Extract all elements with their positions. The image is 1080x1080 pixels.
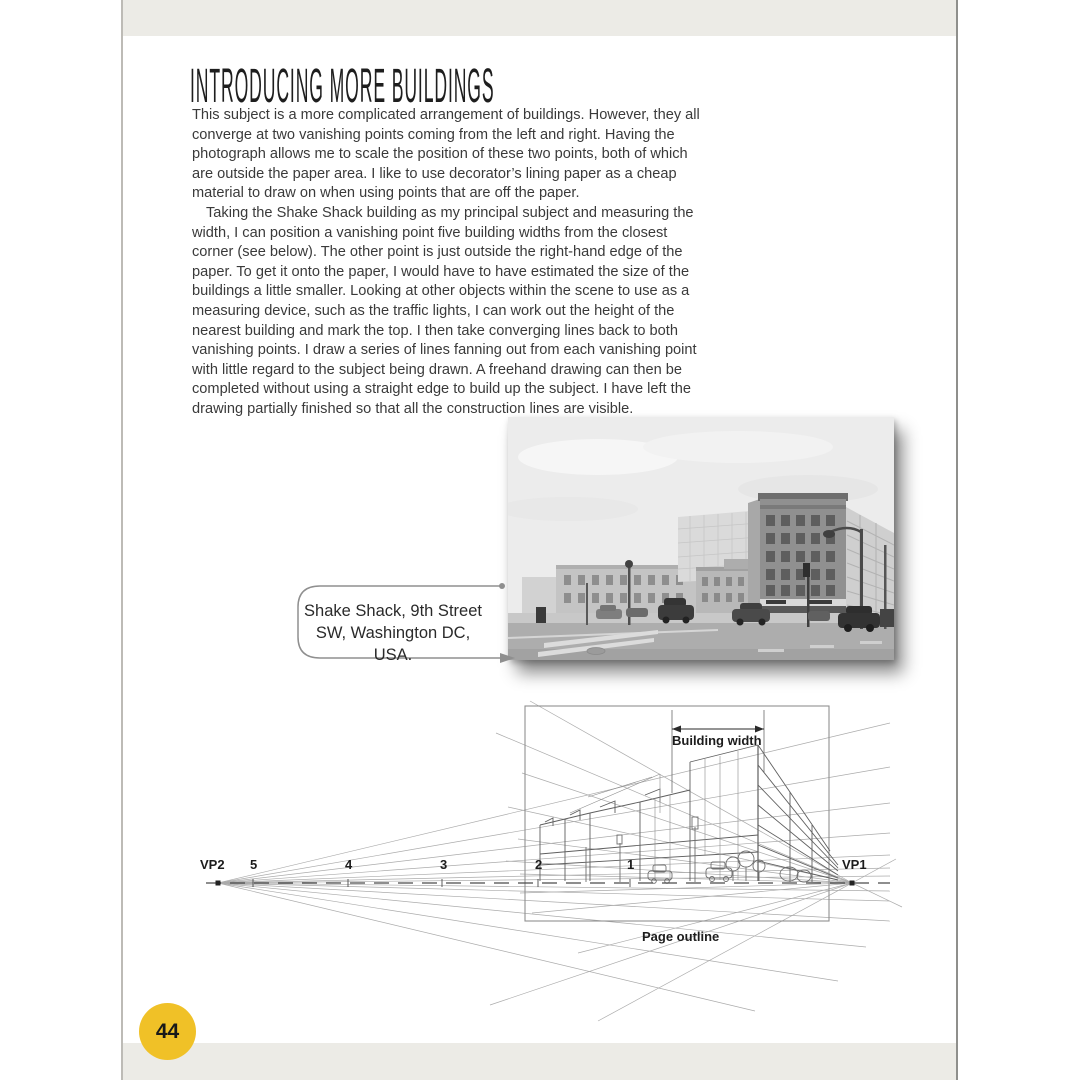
photo-caption-line2: SW, Washington DC, USA.	[315, 624, 471, 664]
body-text	[192, 106, 704, 420]
page-number-badge	[139, 1003, 196, 1060]
page-number: 44	[155, 1019, 180, 1043]
building-width-measure	[672, 710, 764, 793]
scale-number-5: 5	[250, 857, 258, 872]
street-photo-illustration	[508, 417, 894, 660]
callout-dot	[499, 583, 505, 589]
scale-number-1: 1	[627, 857, 635, 872]
top-page-band	[123, 0, 957, 36]
paragraph-2: Taking the Shake Shack building as my principal subject and measuring the width, I can position a vanishing point five building widths from the closest corner (see below). The other point is just outside the right-hand edge of the paper. To get it onto the paper, I would have to have estimated the size of the buildings a little smaller. Looking at other objects within the scene to use as a measuring device, such as the traffic lights, I can work out the height of the nearest building and mark the top. I then take converging lines back to both vanishing points. I draw a series of lines fanning out from each vanishing point with little regard to the subject being drawn. A freehand drawing can then be completed without using a straight edge to build up the subject. I have left the drawing partially finished so that all the construction lines are visible.	[192, 204, 697, 417]
scale-number-4: 4	[345, 857, 353, 872]
scale-number-2: 2	[535, 857, 543, 872]
perspective-sketch	[190, 695, 910, 1025]
photo-caption	[302, 600, 484, 666]
paragraph-1: This subject is a more complicated arrangement of buildings. However, they all converge at two vanishing points coming from the left and right. Having the photograph allows me to scale the position of these two points, both of which are outside the paper area. I like to use decorator’s lining paper as a cheap material to draw on when using points that are off the paper.	[192, 107, 700, 202]
bottom-page-band	[123, 1043, 957, 1080]
vp2-point	[216, 881, 221, 886]
street-photo	[508, 417, 894, 660]
photo-caption-line1: Shake Shack, 9th Street	[304, 602, 482, 620]
page-right-edge	[956, 0, 958, 1080]
scale-number-3: 3	[440, 857, 448, 872]
page-left-edge	[121, 0, 123, 1080]
page-title-text: INTRODUCING MORE BUILDINGS	[190, 60, 495, 113]
vp1-fan-lines	[490, 701, 902, 1021]
vp1-label: VP1	[842, 857, 867, 872]
perspective-diagram	[190, 695, 910, 1025]
vp2-label: VP2	[200, 857, 225, 872]
callout-arrow-icon	[500, 653, 515, 663]
page-outline-label: Page outline	[642, 929, 720, 944]
building-width-label: Building width	[672, 733, 762, 748]
vp1-point	[850, 881, 855, 886]
